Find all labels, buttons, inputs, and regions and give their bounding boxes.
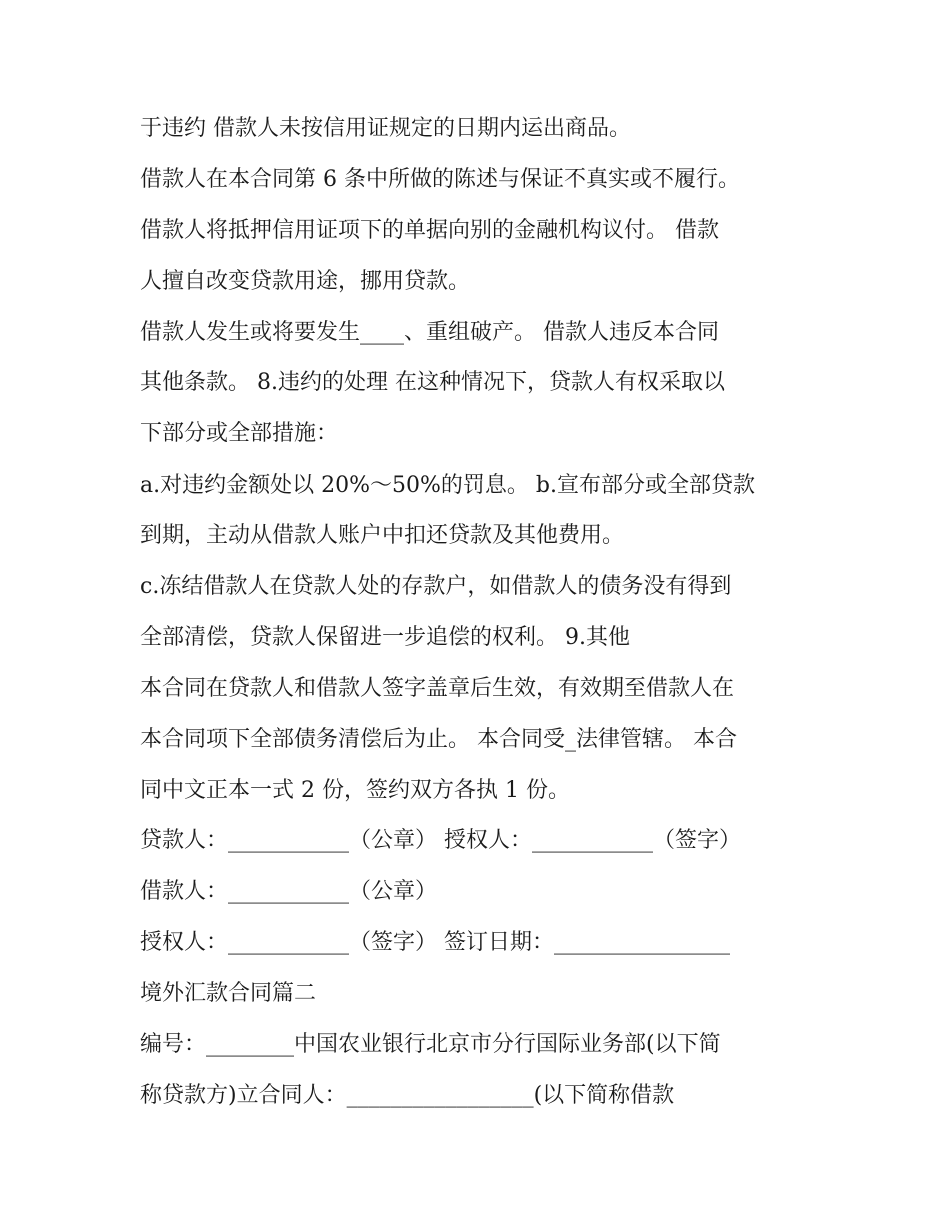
text-line: 本合同项下全部债务清偿后为止。 本合同受_法律管辖。 本合: [140, 727, 737, 752]
text-line: 称贷款方)立合同人：_________________(以下简称借款: [140, 1083, 675, 1108]
text-line: 编号：________中国农业银行北京市分行国际业务部(以下简: [140, 1032, 721, 1057]
signature-line: 授权人：___________（签字） 签订日期：________________: [140, 930, 730, 955]
text-line: 人擅自改变贷款用途，挪用贷款。: [140, 269, 471, 294]
text-line: 全部清偿，贷款人保留进一步追偿的权利。 9.其他: [140, 625, 630, 650]
text-line: 于违约 借款人未按信用证规定的日期内运出商品。: [140, 116, 631, 141]
text-line: 借款人发生或将要发生____、重组破产。 借款人违反本合同: [140, 320, 719, 345]
text-line: c.冻结借款人在贷款人处的存款户，如借款人的债务没有得到: [140, 574, 732, 599]
text-line: 同中文正本一式 2 份，签约双方各执 1 份。: [140, 778, 570, 803]
signature-line: 借款人：___________（公章）: [140, 879, 438, 904]
text-line: 借款人将抵押信用证项下的单据向别的金融机构议付。 借款: [140, 218, 719, 243]
text-line: 借款人在本合同第 6 条中所做的陈述与保证不真实或不履行。: [140, 167, 740, 192]
text-line: 下部分或全部措施：: [140, 421, 339, 446]
signature-line: 贷款人：___________（公章） 授权人：___________（签字）: [140, 828, 741, 853]
text-line: 本合同在贷款人和借款人签字盖章后生效，有效期至借款人在: [140, 676, 735, 701]
text-line: 其他条款。 8.违约的处理 在这种情况下，贷款人有权采取以: [140, 370, 725, 395]
text-line: a.对违约金额处以 20%～50%的罚息。 b.宣布部分或全部贷款: [140, 473, 755, 498]
text-line: 到期，主动从借款人账户中扣还贷款及其他费用。: [140, 523, 625, 548]
section-heading: 境外汇款合同篇二: [140, 981, 317, 1006]
